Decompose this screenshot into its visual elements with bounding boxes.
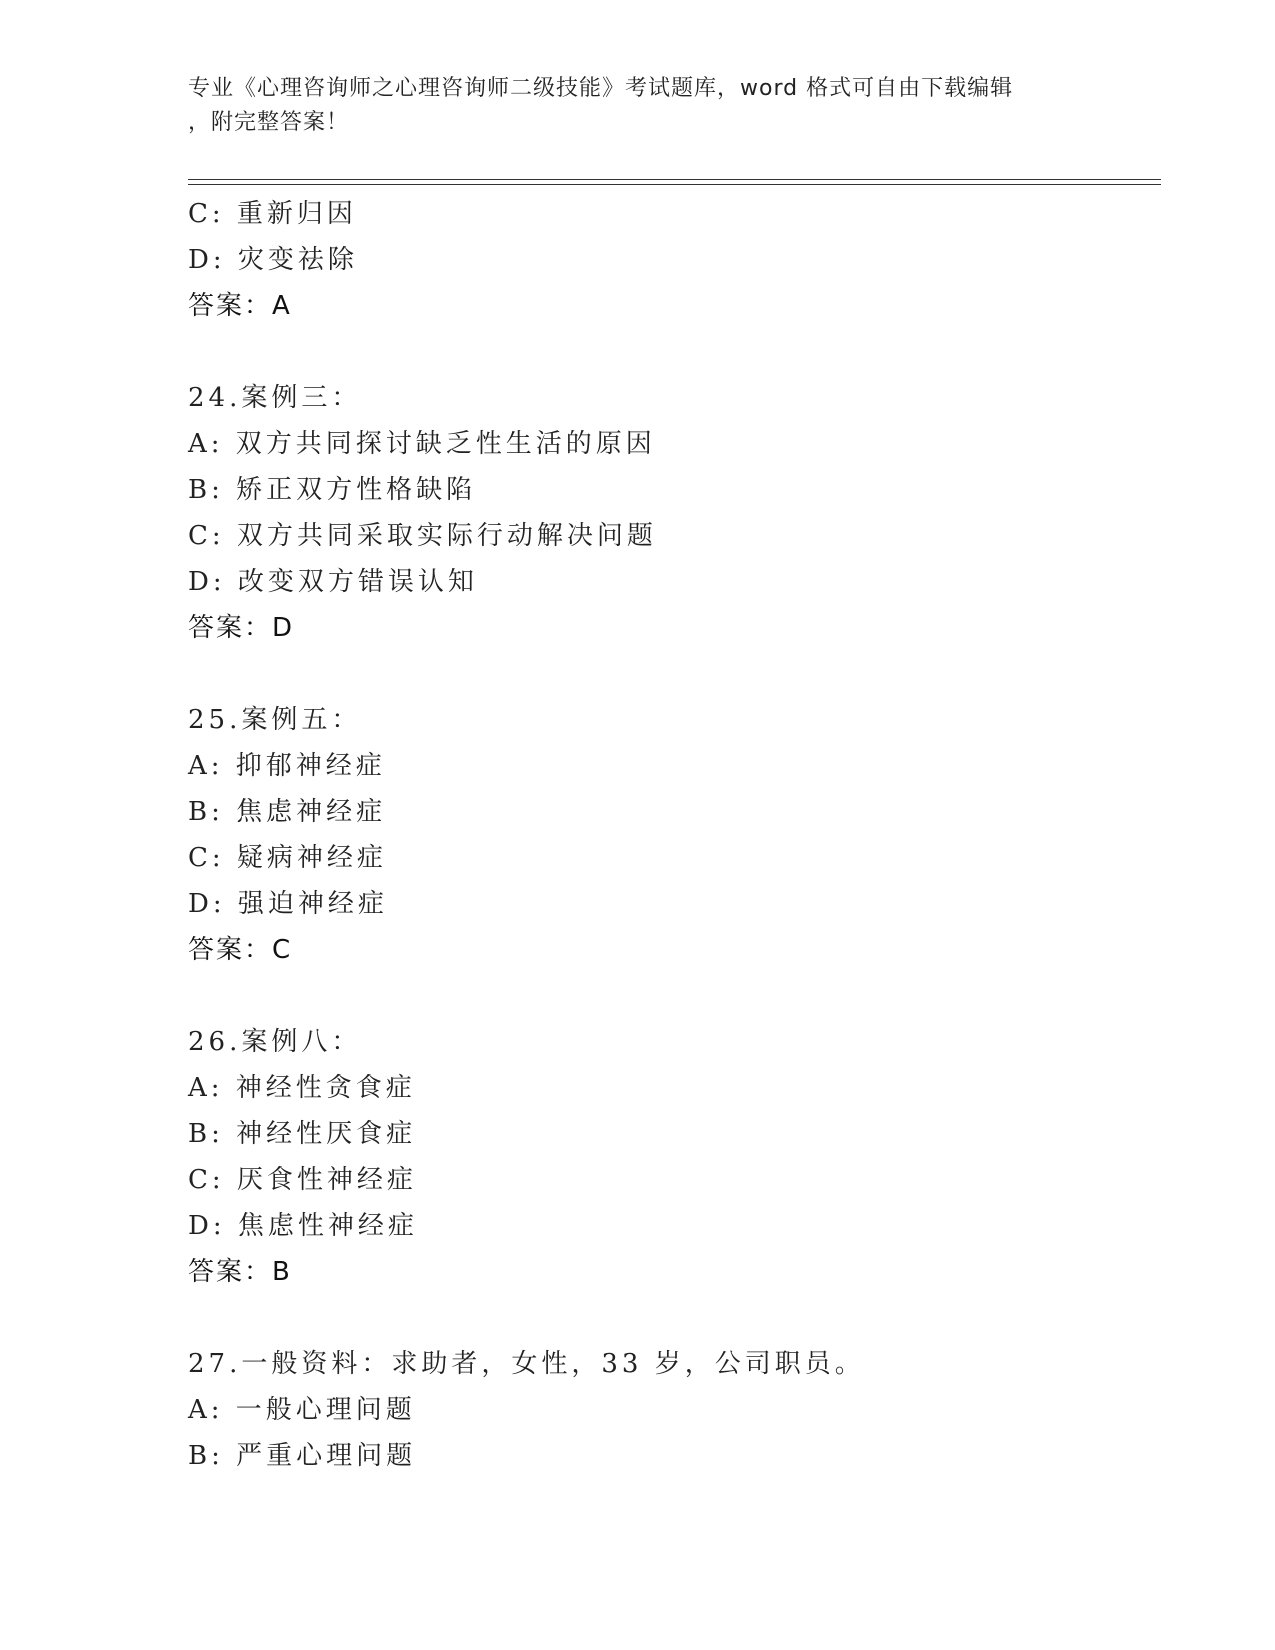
option-d: D: 灾变祛除	[188, 245, 358, 275]
answer-label: 答案：D	[188, 613, 295, 643]
option-b: B: 矫正双方性格缺陷	[188, 475, 477, 505]
option-a: A: 双方共同探讨缺乏性生活的原因	[188, 429, 656, 459]
option-b: B: 严重心理问题	[188, 1441, 417, 1471]
question-title: 27.一般资料：求助者，女性，33 岁，公司职员。	[188, 1349, 865, 1379]
document-header	[188, 72, 1088, 140]
answer-label: 答案：A	[188, 291, 292, 321]
header-divider-bottom	[188, 184, 1161, 185]
option-d: D: 改变双方错误认知	[188, 567, 478, 597]
header-line-1: 专业《心理咨询师之心理咨询师二级技能》考试题库，word 格式可自由下载编辑	[188, 76, 1014, 101]
option-c: C: 疑病神经症	[188, 843, 387, 873]
option-b: B: 焦虑神经症	[188, 797, 387, 827]
question-23-continuation	[188, 191, 1148, 329]
option-c: C: 厌食性神经症	[188, 1165, 417, 1195]
option-a: A: 神经性贪食症	[188, 1073, 416, 1103]
spacer	[188, 1295, 1148, 1341]
spacer	[188, 973, 1148, 1019]
option-d: D: 焦虑性神经症	[188, 1211, 418, 1241]
spacer	[188, 651, 1148, 697]
header-divider-top	[188, 179, 1161, 180]
option-c: C: 重新归因	[188, 199, 357, 229]
header-line-2: ，附完整答案！	[188, 110, 350, 135]
answer-label: 答案：C	[188, 935, 293, 965]
option-a: A: 抑郁神经症	[188, 751, 386, 781]
answer-label: 答案：B	[188, 1257, 292, 1287]
question-list	[188, 191, 1148, 1479]
spacer	[188, 329, 1148, 375]
question-25	[188, 697, 1148, 973]
option-c: C: 双方共同采取实际行动解决问题	[188, 521, 657, 551]
option-d: D: 强迫神经症	[188, 889, 388, 919]
option-b: B: 神经性厌食症	[188, 1119, 417, 1149]
question-26	[188, 1019, 1148, 1295]
question-27	[188, 1341, 1148, 1479]
question-title: 24.案例三：	[188, 383, 362, 413]
question-24	[188, 375, 1148, 651]
question-title: 25.案例五：	[188, 705, 362, 735]
question-title: 26.案例八：	[188, 1027, 362, 1057]
option-a: A: 一般心理问题	[188, 1395, 416, 1425]
